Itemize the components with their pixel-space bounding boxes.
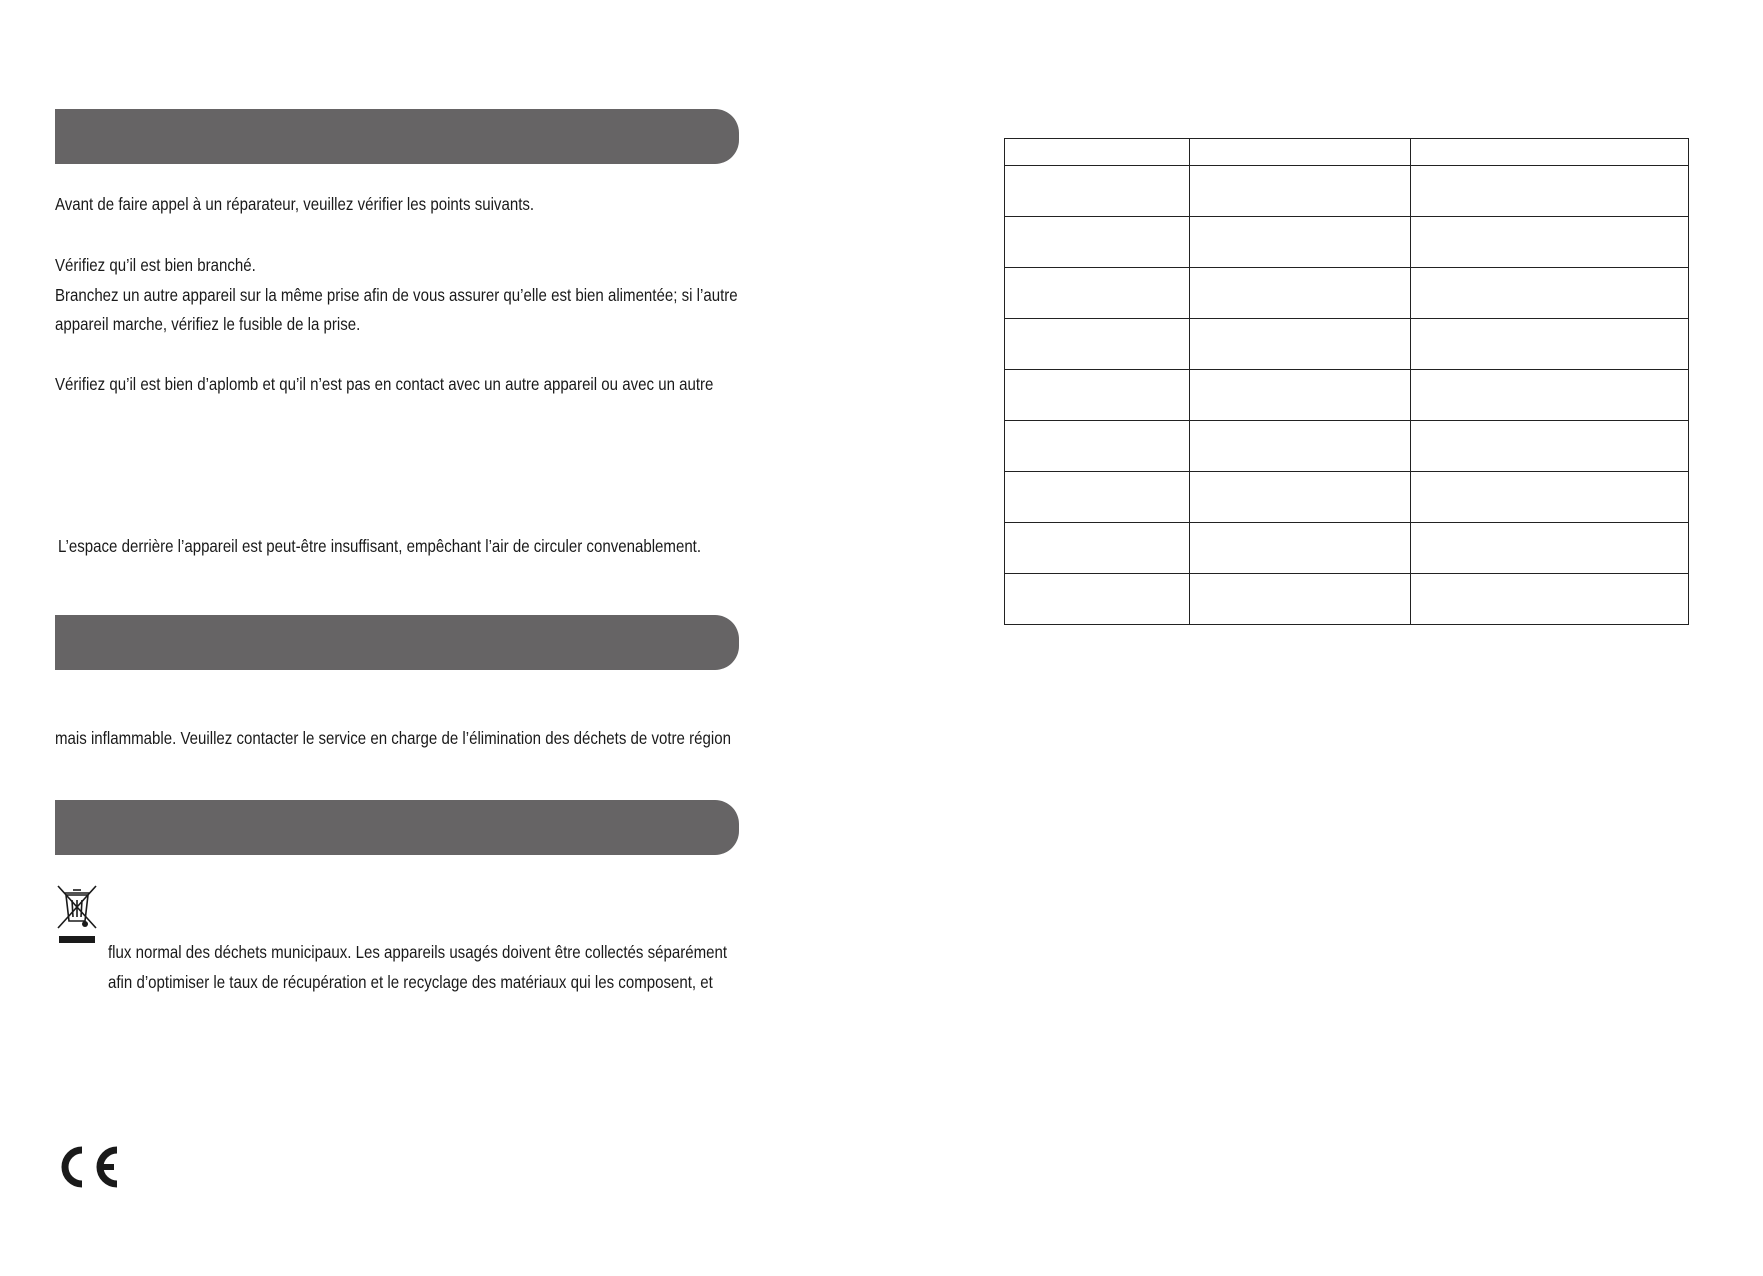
- table-cell: [1190, 319, 1411, 370]
- table-cell: [1411, 574, 1689, 625]
- table-cell: [1005, 421, 1190, 472]
- table-row: [1005, 217, 1689, 268]
- ce-mark-icon: [55, 1145, 121, 1189]
- table-cell: [1190, 268, 1411, 319]
- table-cell: [1190, 472, 1411, 523]
- table-cell: [1005, 319, 1190, 370]
- table-cell: [1005, 217, 1190, 268]
- table-cell: [1190, 166, 1411, 217]
- table-cell: [1190, 139, 1411, 166]
- table-cell: [1411, 166, 1689, 217]
- table-cell: [1411, 421, 1689, 472]
- table-cell: [1005, 472, 1190, 523]
- section-header-bar-environment: [55, 800, 739, 855]
- table-cell: [1190, 217, 1411, 268]
- check-level-text: Vérifiez qu’il est bien d’aplomb et qu’il n’est pas en contact avec un autre appareil ou avec un autre: [55, 374, 714, 394]
- table-cell: [1411, 268, 1689, 319]
- table-row: [1005, 268, 1689, 319]
- troubleshooting-table: [1004, 138, 1689, 625]
- table-cell: [1411, 472, 1689, 523]
- check-plug-text: Vérifiez qu’il est bien branché.: [55, 255, 256, 275]
- table-cell: [1411, 217, 1689, 268]
- table-cell: [1005, 370, 1190, 421]
- table-row: [1005, 370, 1689, 421]
- table-cell: [1005, 574, 1190, 625]
- table-cell: [1005, 523, 1190, 574]
- table-row: [1005, 472, 1689, 523]
- table-row: [1005, 319, 1689, 370]
- check-outlet-text-continued: appareil marche, vérifiez le fusible de la prise.: [55, 314, 361, 334]
- table-row: [1005, 166, 1689, 217]
- section-header-bar-disposal: [55, 615, 739, 670]
- crossed-out-wheelie-bin-icon: [56, 885, 98, 945]
- table-cell: [1411, 370, 1689, 421]
- disposal-text: mais inflammable. Veuillez contacter le service en charge de l’élimination des déchets de votre région: [55, 728, 731, 748]
- check-outlet-text: Branchez un autre appareil sur la même prise afin de vous assurer qu’elle est bien alimentée; si l’autre: [55, 285, 738, 305]
- table-cell: [1190, 370, 1411, 421]
- table-row: [1005, 421, 1689, 472]
- table-cell: [1411, 319, 1689, 370]
- weee-text: flux normal des déchets municipaux. Les appareils usagés doivent être collectés séparément: [108, 942, 728, 962]
- weee-text-continued: afin d’optimiser le taux de récupération et le recyclage des matériaux qui les composent, et: [108, 972, 713, 992]
- table-cell: [1005, 166, 1190, 217]
- table-header-row: [1005, 139, 1689, 166]
- check-space-text: L’espace derrière l’appareil est peut-être insuffisant, empêchant l’air de circuler convenablement.: [58, 536, 702, 556]
- table-cell: [1411, 523, 1689, 574]
- table-cell: [1005, 139, 1190, 166]
- table-cell: [1190, 523, 1411, 574]
- table-cell: [1005, 268, 1190, 319]
- table-row: [1005, 523, 1689, 574]
- table-cell: [1190, 574, 1411, 625]
- table-row: [1005, 574, 1689, 625]
- section-header-bar-troubleshooting: [55, 109, 739, 164]
- table-cell: [1190, 421, 1411, 472]
- table-cell: [1411, 139, 1689, 166]
- intro-text: Avant de faire appel à un réparateur, veuillez vérifier les points suivants.: [55, 194, 535, 214]
